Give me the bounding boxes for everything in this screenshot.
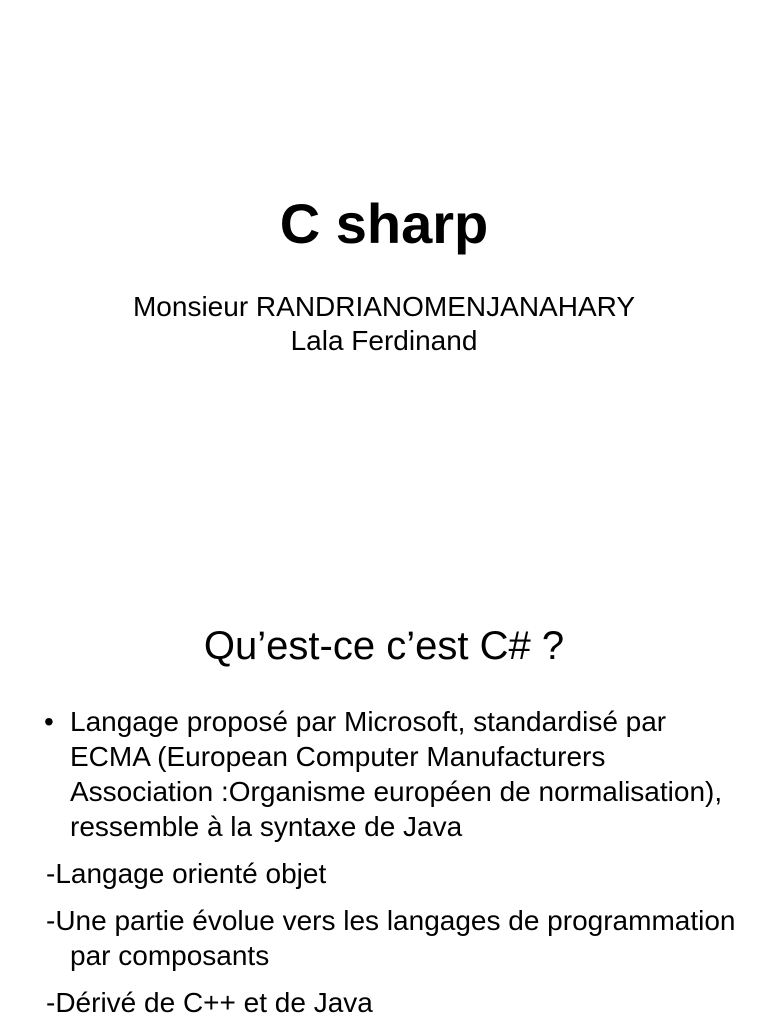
list-item-object-oriented: -Langage orienté objet — [46, 858, 327, 889]
slide-what-is-csharp — [0, 512, 768, 1024]
slide-heading: Qu’est-ce c’est C# ? — [203, 624, 565, 668]
presentation-title: C sharp — [279, 192, 489, 255]
slide-title — [0, 0, 768, 512]
bullet-icon: • — [44, 706, 54, 737]
slide-content — [0, 704, 768, 1032]
bullet-item — [0, 704, 768, 844]
list-item-components: -Une partie évolue vers les langages de programmation par composants — [46, 905, 736, 971]
author-name-line2: Lala Ferdinand — [290, 325, 478, 356]
author-subtitle — [0, 290, 768, 358]
list-item-derived: -Dérivé de C++ et de Java — [46, 987, 373, 1018]
author-name-line1: Monsieur RANDRIANOMENJANAHARY — [132, 291, 636, 322]
bullet-text: Langage proposé par Microsoft, standardisé par ECMA (European Computer Manufacturers Association :Organisme européen de normalisation), ressemble à la syntaxe de Java — [70, 706, 723, 842]
